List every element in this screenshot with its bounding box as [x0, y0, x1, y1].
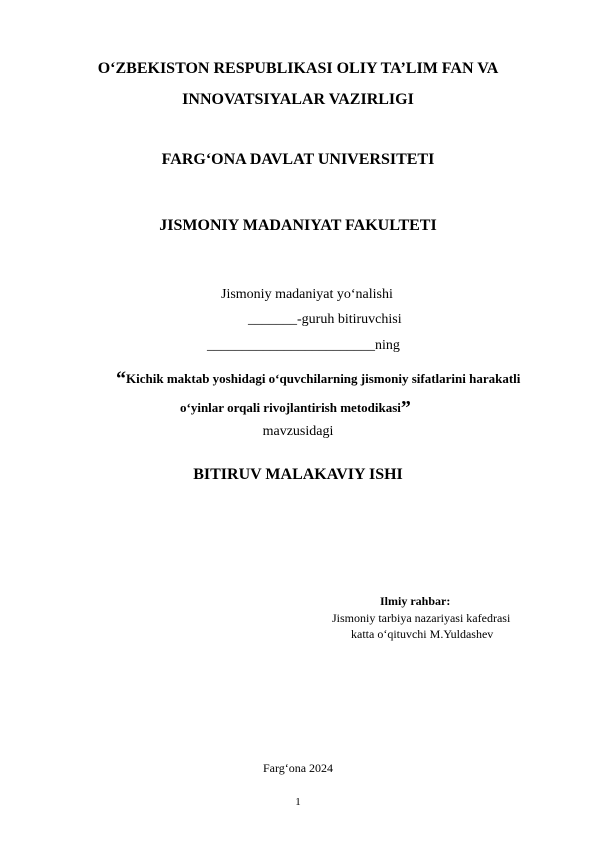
name-blank: ________________________	[207, 338, 375, 353]
group-suffix: -guruh bitiruvchisi	[297, 312, 402, 327]
student-name-line	[207, 338, 400, 354]
city-year: Farg‘ona 2024	[262, 761, 334, 775]
group-line	[248, 312, 402, 328]
topic-line-2	[180, 397, 411, 420]
topic-close-quote: ”	[400, 397, 411, 419]
direction-line: Jismoniy madaniyat yo‘nalishi	[221, 287, 393, 302]
topic-line-1	[116, 368, 520, 391]
topic-suffix: mavzusidagi	[262, 424, 334, 439]
ministry-line-2: INNOVATSIYALAR VAZIRLIGI	[182, 91, 414, 108]
faculty-name: JISMONIY MADANIYAT FAKULTETI	[159, 217, 437, 234]
topic-line-2-text: o‘yinlar orqali rivojlantirish metodikasi	[180, 400, 401, 415]
ministry-line-1: O‘ZBEKISTON RESPUBLIKASI OLIY TA’LIM FAN VA	[97, 60, 499, 77]
supervisor-department: Jismoniy tarbiya nazariyasi kafedrasi	[332, 611, 511, 625]
supervisor-label: Ilmiy rahbar:	[380, 594, 451, 608]
name-suffix: ning	[375, 338, 400, 353]
university-name: FARG‘ONA DAVLAT UNIVERSITETI	[161, 151, 435, 168]
supervisor-name: katta o‘qituvchi M.Yuldashev	[351, 627, 494, 641]
topic-open-quote: “	[116, 368, 126, 390]
group-blank: _______	[248, 312, 297, 327]
page-number: 1	[295, 796, 301, 808]
topic-line-1-text: Kichik maktab yoshidagi o‘quvchilarning jismoniy sifatlarini harakatli	[126, 371, 521, 386]
work-type-title: BITIRUV MALAKAVIY ISHI	[193, 466, 403, 483]
